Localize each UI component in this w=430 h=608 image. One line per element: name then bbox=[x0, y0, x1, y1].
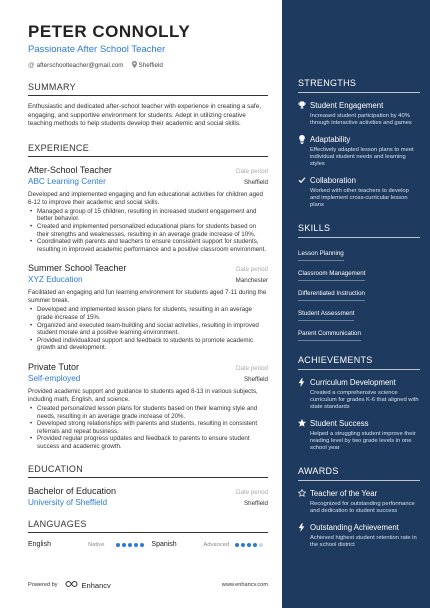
strength-item bbox=[298, 135, 420, 168]
footer bbox=[28, 580, 268, 590]
star-outline-icon bbox=[298, 489, 310, 515]
rating-dot-filled bbox=[241, 543, 245, 547]
summary-title: SUMMARY bbox=[28, 82, 268, 96]
job-bullet: • Provided regular progress updates and feedback to parents to ensure student success and academic growth. bbox=[28, 435, 268, 450]
achievements-title: ACHIEVEMENTS bbox=[298, 355, 420, 370]
strength-text: Increased student participation by 40% through interactive activities and games bbox=[310, 113, 412, 126]
job-date: Date period bbox=[236, 364, 268, 372]
job-bullet: • Provided individualized support and feedback to students to promote academic growth and development. bbox=[28, 337, 268, 352]
award-text: Recognized for outstanding performance and dedication to student success bbox=[310, 501, 415, 514]
job-location: Sheffield bbox=[244, 178, 268, 186]
job-bullet: • Created and implemented personalized educational plans for students based on their strengths and weaknesses, resulting in an average grade increase of 10%. bbox=[28, 223, 268, 238]
job-description: Developed and implemented engaging and fun educational activities for children aged 6-12 to improve their academic and social skills. bbox=[28, 190, 263, 206]
check-icon bbox=[298, 176, 310, 209]
achievement-text: Helped a struggling student improve their reading level by two grade levels in one school year bbox=[310, 431, 416, 451]
achievement-item bbox=[298, 378, 420, 411]
job-company: XYZ Education bbox=[28, 275, 83, 285]
achievement-text: Created a comprehensive science curriculum for grades K-6 that aligned with state standards bbox=[310, 390, 419, 410]
experience-title: EXPERIENCE bbox=[28, 143, 268, 157]
contact-location bbox=[132, 61, 163, 70]
award-item bbox=[298, 489, 420, 515]
job-bullet: • Developed and implemented lesson plans for students, resulting in an average grade increase of 15%. bbox=[28, 306, 268, 321]
brand-name: Enhancv bbox=[81, 580, 111, 590]
rating-dot-filled bbox=[235, 543, 239, 547]
job-title: Private Tutor bbox=[28, 361, 80, 372]
award-title: Outstanding Achievement bbox=[310, 523, 399, 532]
skill-item: Student Assessment bbox=[298, 306, 354, 321]
awards-section bbox=[298, 466, 420, 549]
job-entry bbox=[28, 362, 268, 451]
skill-item: Differentiated Instruction bbox=[298, 286, 365, 301]
job-company: ABC Learning Center bbox=[28, 176, 106, 186]
language-rating bbox=[235, 543, 263, 547]
location-text: Sheffield bbox=[138, 62, 163, 69]
job-description: Facilitated an engaging and fun learning environment for students aged 7-11 during the summer break. bbox=[28, 289, 267, 305]
rating-dot-filled bbox=[247, 543, 251, 547]
job-entry bbox=[28, 263, 268, 352]
rating-dot-filled bbox=[134, 543, 138, 547]
job-location: Sheffield bbox=[244, 375, 268, 383]
language-name: English bbox=[28, 541, 51, 549]
job-bullets bbox=[28, 405, 268, 451]
job-entry bbox=[28, 165, 268, 254]
contact-row bbox=[28, 61, 268, 70]
job-bullets bbox=[28, 306, 268, 352]
language-level: Native bbox=[88, 541, 105, 548]
rating-dot-filled bbox=[128, 543, 132, 547]
candidate-name: PETER CONNOLLY bbox=[28, 22, 191, 41]
education-date: Date period bbox=[236, 489, 268, 497]
job-bullet: • Developed strong relationships with parents and students, resulting in consistent referrals and repeat business. bbox=[28, 420, 268, 435]
achievement-title: Curriculum Development bbox=[310, 378, 396, 387]
languages-row bbox=[28, 541, 268, 548]
at-icon: @ bbox=[28, 62, 35, 69]
enhancv-logo-icon bbox=[62, 580, 78, 590]
strength-title: Collaboration bbox=[310, 176, 356, 185]
degree: Bachelor of Education bbox=[28, 486, 117, 497]
job-bullet: • Managed a group of 15 children, resulting in increased student engagement and better behavior. bbox=[28, 208, 268, 223]
award-text: Achieved highest student retention rate in the school district bbox=[310, 535, 417, 548]
job-bullet: • Organized and executed team-building and social activities, resulting in improved student morale and a positive learning environment. bbox=[28, 322, 268, 337]
strength-item bbox=[298, 101, 420, 127]
rating-dot-filled bbox=[253, 543, 257, 547]
strength-title: Adaptability bbox=[310, 135, 351, 144]
skill-item: Parent Communication bbox=[298, 326, 361, 341]
skills-section bbox=[298, 223, 420, 341]
award-title: Teacher of the Year bbox=[310, 489, 378, 498]
lightbulb-icon bbox=[298, 135, 310, 168]
job-company: Self-employed bbox=[28, 373, 81, 383]
sidebar bbox=[282, 0, 430, 608]
strength-text: Effectively adapted lesson plans to meet individual student needs and learning styles bbox=[310, 147, 414, 167]
rating-dot-filled bbox=[122, 543, 126, 547]
skills-title: SKILLS bbox=[298, 223, 420, 238]
education-title: EDUCATION bbox=[28, 464, 268, 478]
language-name: Spanish bbox=[151, 541, 177, 549]
email-text: afterschoolteacher@gmail.com bbox=[36, 62, 124, 69]
summary-text: Enthusiastic and dedicated after-school teacher with experience in creating a safe, engaging, and supportive environment for students. Adept in utilizing creative teaching methods to help students develop their academic and social skills. bbox=[28, 103, 262, 128]
bolt-icon bbox=[298, 378, 310, 411]
education-location: Sheffield bbox=[244, 500, 268, 508]
location-pin-icon bbox=[132, 61, 137, 70]
candidate-headline: Passionate After School Teacher bbox=[28, 44, 166, 55]
language-level: Advanced bbox=[203, 541, 230, 548]
award-item bbox=[298, 523, 420, 549]
strength-text: Worked with other teachers to develop and implement cross-curricular lesson plans bbox=[310, 188, 409, 208]
job-bullet: • Created personalized lesson plans for students based on their learning style and needs, resulting in an average grade increase of 20%. bbox=[28, 405, 268, 420]
achievement-item bbox=[298, 419, 420, 452]
achievements-section bbox=[298, 355, 420, 452]
skill-item: Lesson Planning bbox=[298, 246, 344, 261]
skill-item: Classroom Management bbox=[298, 266, 365, 281]
star-icon bbox=[298, 419, 310, 452]
bolt-icon bbox=[298, 523, 310, 549]
rating-dot-filled bbox=[116, 543, 120, 547]
language-item bbox=[28, 541, 151, 548]
awards-title: AWARDS bbox=[298, 466, 420, 481]
job-title: After-School Teacher bbox=[28, 164, 112, 175]
school: University of Sheffield bbox=[28, 498, 108, 508]
job-description: Provided academic support and guidance to students aged 8-13 in various subjects, including math, English, and science. bbox=[28, 387, 258, 403]
job-title: Summer School Teacher bbox=[28, 263, 127, 274]
footer-url[interactable]: www.enhancv.com bbox=[221, 582, 268, 588]
trophy-icon bbox=[298, 101, 310, 127]
achievement-title: Student Success bbox=[310, 419, 369, 428]
job-bullet: • Coordinated with parents and teachers to ensure consistent support for students, resulting in improved academic performance and a positive classroom environment. bbox=[28, 238, 268, 253]
job-location: Manchester bbox=[235, 277, 268, 285]
rating-dot-empty bbox=[259, 543, 263, 547]
education-entry bbox=[28, 486, 268, 507]
job-date: Date period bbox=[236, 266, 268, 274]
language-item bbox=[151, 541, 268, 548]
job-date: Date period bbox=[236, 167, 268, 175]
languages-title: LANGUAGES bbox=[28, 519, 268, 533]
footer-brand[interactable] bbox=[28, 580, 111, 590]
rating-dot-filled bbox=[140, 543, 144, 547]
strength-item bbox=[298, 176, 420, 209]
job-bullets bbox=[28, 208, 268, 254]
strength-title: Student Engagement bbox=[310, 101, 384, 110]
language-rating bbox=[116, 543, 144, 547]
powered-by-text: Powered by bbox=[28, 582, 58, 588]
strengths-title: STRENGTHS bbox=[298, 78, 420, 93]
contact-email[interactable] bbox=[28, 62, 124, 69]
strengths-section bbox=[298, 78, 420, 209]
